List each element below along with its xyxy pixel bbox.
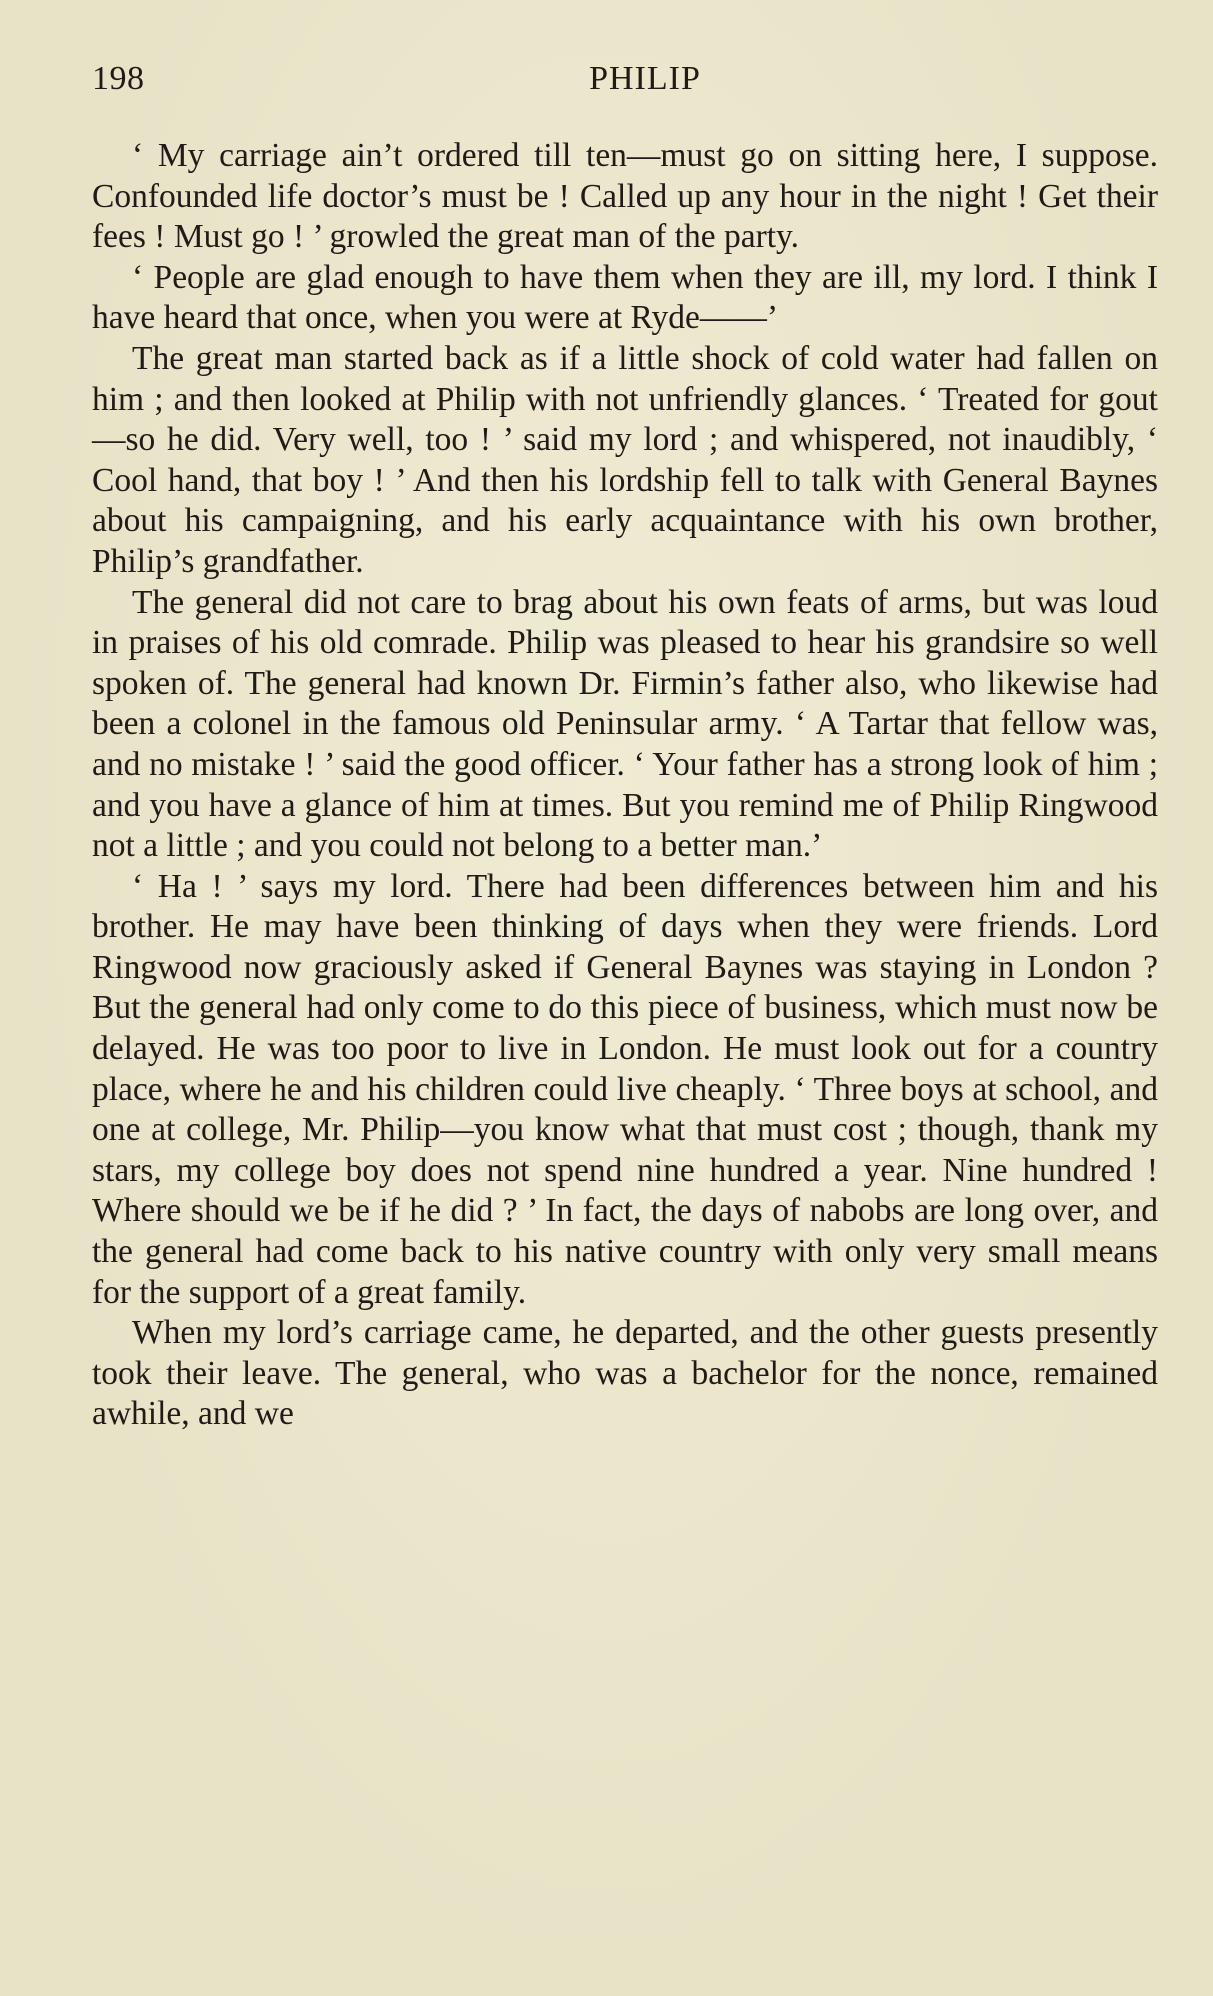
running-title: PHILIP bbox=[589, 60, 701, 97]
paragraph: The great man started back as if a little shock of cold water had fallen on him ; and then looked at Philip with not unfriendly glances. ‘ Treated for gout—so he did. Very well, too ! ’ said my lord ; and whispered, not inaudibly, ‘ Cool hand, that boy ! ’ And then his lordship fell to talk with General Baynes about his campaigning, and his early acquaintance with his own brother, Philip’s grandfather. bbox=[92, 339, 1158, 580]
paragraph: ‘ People are glad enough to have them when they are ill, my lord. I think I have heard that once, when you were at Ryde——’ bbox=[92, 258, 1158, 337]
running-head bbox=[92, 60, 1158, 106]
paragraph: The general did not care to brag about his own feats of arms, but was loud in praises of his old comrade. Philip was pleased to hear his grandsire so well spoken of. The general had known Dr. Firmin’s father also, who likewise had been a colonel in the famous old Peninsular army. ‘ A Tartar that fellow was, and no mistake ! ’ said the good officer. ‘ Your father has a strong look of him ; and you have a glance of him at times. But you remind me of Philip Ringwood not a little ; and you could not belong to a better man.’ bbox=[92, 583, 1158, 865]
paragraph: ‘ My carriage ain’t ordered till ten—must go on sitting here, I suppose. Confounded life doctor’s must be ! Called up any hour in the night ! Get their fees ! Must go ! ’ growled the great man of the party. bbox=[92, 137, 1158, 256]
page-number: 198 bbox=[92, 60, 145, 97]
paragraph: ‘ Ha ! ’ says my lord. There had been differences between him and his brother. He may have been thinking of days when they were friends. Lord Ringwood now graciously asked if General Baynes was staying in London ? But the general had only come to do this piece of business, which must now be delayed. He was too poor to live in London. He must look out for a country place, where he and his children could live cheaply. ‘ Three boys at school, and one at college, Mr. Philip—you know what that must cost ; though, thank my stars, my college boy does not spend nine hundred a year. Nine hundred ! Where should we be if he did ? ’ In fact, the days of nabobs are long over, and the general had come back to his native country with only very small means for the support of a great family. bbox=[92, 867, 1158, 1311]
body-text bbox=[92, 136, 1158, 1435]
paragraph: When my lord’s carriage came, he departed, and the other guests presently took their leave. The general, who was a bachelor for the nonce, remained awhile, and we bbox=[92, 1314, 1158, 1433]
